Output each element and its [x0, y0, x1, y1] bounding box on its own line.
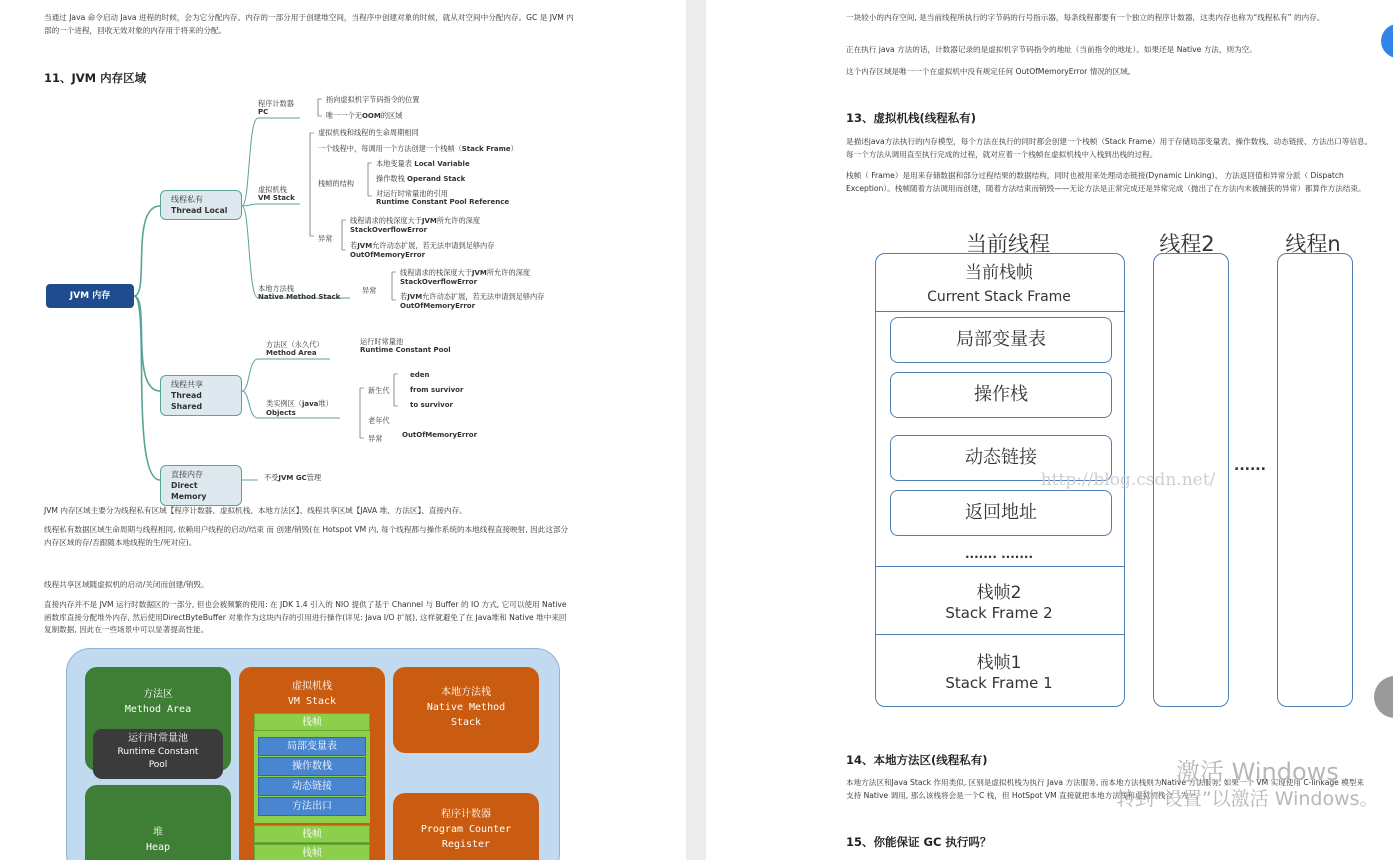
csdn-watermark: http://blog.csdn.net/ — [1040, 470, 1216, 490]
mem-rcp-en2: Pool — [148, 760, 168, 770]
node-nms-en: Native Method Stack — [258, 293, 341, 301]
operand-stack-cn: 操作数栈 — [376, 174, 408, 183]
right-paragraph-0b: 正在执行 java 方法的话，计数器记录的是虚拟机字节码指令的地址（当前指令的地址）。如果还是 Native 方法，则为空。 — [846, 45, 1257, 54]
rcp-reference-label — [376, 189, 509, 207]
heading-11: 11、JVM 内存区域 — [44, 71, 147, 85]
local-variable-en: Local Variable — [414, 160, 470, 168]
vms-exc2-a: 若 — [350, 241, 358, 250]
frame-operand-stack: 操作栈 — [890, 372, 1112, 418]
mem-method-area-cn: 方法区 — [143, 689, 173, 700]
nms-exc1-c: 所允许的深度 — [486, 268, 531, 277]
dm-note-c: 管理 — [306, 473, 322, 482]
memory-area-diagram — [66, 648, 560, 860]
jvm-mindmap — [0, 0, 686, 500]
vms-exception-1 — [350, 216, 480, 235]
node-thread-shared — [160, 375, 242, 416]
node-direct-memory-en: Direct Memory — [171, 481, 207, 501]
mem-nms-en2: Stack — [450, 717, 482, 728]
nms-exception-label: 异常 — [362, 286, 377, 295]
mem-method-exit: 方法出口 — [258, 797, 366, 816]
right-paragraph-14: 本地方法区和Java Stack 作用类似, 区别是虚拟机栈为执行 Java 方法服务, 而本地方法栈则为Native 方法服务, 如果一个 VM 实现使用 C-linkage 模型来支持 Native 调用, 那么该栈将会是一个C 栈，但 HotSpot VM 直接就把本地方法栈和虚拟机栈合二为一。 — [846, 778, 1365, 800]
frame-local-vars: 局部变量表 — [890, 317, 1112, 363]
node-pc — [258, 99, 294, 117]
node-native-method-stack — [258, 284, 340, 302]
mem-vm-stack — [239, 667, 385, 860]
node-rcpool-en: Runtime Constant Pool — [360, 346, 451, 354]
divider-1 — [876, 311, 1124, 312]
vms-note-2c: ） — [510, 144, 518, 153]
rcp-reference-cn: 对运行时常量池的引用 — [376, 189, 448, 198]
heading-15: 15、你能保证 GC 执行吗？ — [846, 835, 992, 849]
node-method-area — [266, 340, 324, 358]
vms-exc1-c: 所允许的深度 — [436, 216, 481, 225]
vms-exc2-error: OutOfMemoryError — [350, 251, 426, 259]
mem-pc-cn: 程序计数器 — [441, 809, 491, 820]
node-thread-shared-en: Thread Shared — [171, 391, 203, 411]
right-paragraph-0: 一块较小的内存空间, 是当前线程所执行的字节码的行号指示器，每条线程都要有一个独立的程序计数器，这类内存也称为“线程私有” 的内存。 — [846, 13, 1325, 22]
mem-native-method-stack — [393, 667, 539, 753]
mem-vms-en: VM Stack — [287, 696, 337, 707]
vms-exc2-c: 允许动态扩展，若无法申请到足够内存 — [372, 241, 495, 250]
label-thread-2: 线程2 — [1159, 232, 1215, 256]
frame-1-cn: 栈帧1 — [976, 653, 1022, 673]
vms-exc1-b: JVM — [421, 217, 437, 225]
rcp-reference-en: Runtime Constant Pool Reference — [376, 198, 510, 206]
frame-structure-label: 栈帧的结构 — [318, 179, 354, 188]
mem-method-area-en: Method Area — [124, 704, 192, 715]
from-survivor-label: from survivor — [410, 386, 464, 394]
vms-note-2 — [318, 144, 518, 154]
current-frame-cn: 当前栈帧 — [965, 263, 1033, 283]
nms-exc2-a: 若 — [400, 292, 408, 301]
to-survivor-label: to survivor — [410, 401, 453, 409]
vms-exc1-a: 线程请求的栈深度大于 — [350, 216, 422, 225]
right-paragraph-13b: 栈帧（ Frame）是用来存储数据和部分过程结果的数据结构，同时也被用来处理动态链接(Dynamic Linking)、 方法返回值和异常分派（ Dispatch Exception）。栈帧随着方法调用而创建，随着方法结束而销毁——无论方法是正常完成还是异常完成（抛出了在方法内未被捕获的异常）都算作方法结束。 — [846, 171, 1366, 193]
node-thread-shared-cn: 线程共享 — [171, 380, 203, 389]
mem-pc-en1: Program Counter — [420, 824, 512, 835]
node-obj-en: Objects — [266, 409, 296, 417]
frame-1-en: Stack Frame 1 — [945, 674, 1053, 692]
vms-note-1: 虚拟机栈和线程的生命周期相同 — [318, 128, 419, 137]
node-nms-cn: 本地方法栈 — [258, 284, 294, 293]
right-paragraph-0c: 这个内存区域是唯一一个在虚拟机中没有规定任何 OutOfMemoryError 情况的区域。 — [846, 67, 1136, 76]
node-direct-memory — [160, 465, 242, 506]
vms-exc1-error: StackOverflowError — [350, 226, 428, 234]
pc-note-2c: 的区域 — [380, 111, 403, 120]
nms-exc1-error: StackOverflowError — [400, 278, 478, 286]
vms-note-2a: 一个线程中，每调用一个方法创建一个栈帧（ — [318, 144, 462, 153]
mem-frame-top: 栈帧 — [254, 713, 370, 731]
nms-exc2-error: OutOfMemoryError — [400, 302, 476, 310]
pc-note-2 — [326, 111, 402, 121]
label-thread-n: 线程n — [1285, 232, 1341, 256]
shared-exception-label: 异常 — [368, 434, 383, 443]
mem-rcp-cn: 运行时常量池 — [128, 733, 188, 744]
node-thread-local — [160, 190, 242, 220]
mem-heap — [85, 785, 231, 860]
node-pc-en: PC — [258, 108, 269, 116]
local-variable-label — [376, 159, 470, 169]
thread-n-column — [1277, 253, 1353, 707]
mindmap-connectors — [0, 0, 686, 500]
nms-exc2-b: JVM — [407, 293, 423, 301]
pc-note-2b: OOM — [361, 112, 381, 120]
windows-activation-watermark-title: 激活 Windows — [1176, 758, 1339, 786]
mem-operand-stack: 操作数栈 — [258, 757, 366, 776]
thread-2-column — [1153, 253, 1229, 707]
node-objects — [266, 399, 333, 418]
frame-dynamic-link: 动态链接 — [890, 435, 1112, 481]
paragraph-4: 直接内存并不是 JVM 运行时数据区的一部分, 但也会被频繁的使用: 在 JDK 1.4 引入的 NIO 提供了基于 Channel 与 Buffer 的 IO 方式, 它可以使用 Native 函数库直接分配堆外内存, 然后使用DirectByteBuffer 对象作为这块内存的引用进行操作(详见: Java I/O 扩展), 这样就避免了在 Java堆和 Native 堆中来回复制数据, 因此在一些场景中可以显著提高性能。 — [44, 600, 567, 634]
thread-stack-diagram — [706, 0, 1393, 740]
frame-2-cn: 栈帧2 — [976, 583, 1022, 603]
intro-paragraph: 当通过 Java 命令启动 Java 进程的时候，会为它分配内存。内存的一部分用于创建堆空间，当程序中创建对象的时候，就从对空间中分配内存。GC 是 JVM 内部的一个进程，回收无效对象的内存用于将来的分配。 — [44, 13, 574, 35]
dm-note-a: 不受 — [264, 473, 279, 482]
mem-heap-en: Heap — [145, 842, 171, 853]
operand-stack-en: Operand Stack — [407, 175, 466, 183]
node-pc-cn: 程序计数器 — [258, 99, 294, 108]
node-thread-local-en: Thread Local — [171, 206, 228, 215]
frame-2-en: Stack Frame 2 — [945, 604, 1053, 622]
eden-label: eden — [410, 371, 430, 379]
page-left — [0, 0, 686, 860]
divider-3 — [876, 634, 1124, 635]
heading-14: 14、本地方法区(线程私有) — [846, 753, 988, 767]
divider-2 — [876, 566, 1124, 567]
mem-dynamic-link: 动态链接 — [258, 777, 366, 796]
nms-exc1-a: 线程请求的栈深度大于 — [400, 268, 472, 277]
node-obj-cn-b: java — [301, 400, 319, 408]
mem-runtime-constant-pool — [93, 729, 223, 779]
mem-rcp-en1: Runtime Constant — [117, 747, 199, 757]
node-ma-cn: 方法区（永久代） — [266, 340, 324, 349]
frame-ellipsis: ....... ....... — [965, 547, 1033, 561]
shared-oom-label: OutOfMemoryError — [402, 431, 478, 439]
nms-exc2-c: 允许动态扩展，若无法申请到足够内存 — [422, 292, 545, 301]
nms-exc1-b: JVM — [471, 269, 487, 277]
right-paragraph-13a: 是描述java方法执行的内存模型，每个方法在执行的同时都会创建一个栈帧（Stack Frame）用于存储局部变量表、操作数栈、动态链接、方法出口等信息。 每一个方法从调用直至执行完成的过程，就对应着一个栈帧在虚拟机栈中入栈到出栈的过程。 — [846, 137, 1373, 159]
label-current-thread: 当前线程 — [966, 232, 1050, 256]
windows-activation-watermark-hint: 转到“设置”以激活 Windows。 — [1116, 788, 1379, 810]
node-runtime-constant-pool — [360, 337, 451, 355]
mem-nms-cn: 本地方法栈 — [441, 687, 491, 698]
node-vm-stack-cn: 虚拟机栈 — [258, 185, 287, 194]
node-direct-memory-cn: 直接内存 — [171, 470, 203, 479]
node-obj-cn-a: 类实例区（ — [266, 399, 302, 408]
mem-nms-en1: Native Method — [426, 702, 506, 713]
node-vm-stack — [258, 185, 295, 203]
direct-memory-note — [264, 473, 321, 483]
heading-13: 13、虚拟机栈(线程私有) — [846, 111, 977, 125]
mem-pc-en2: Register — [441, 839, 491, 850]
young-gen-label: 新生代 — [368, 386, 390, 395]
vms-note-2b: Stack Frame — [461, 145, 511, 153]
nms-exception-2 — [400, 292, 544, 311]
node-thread-local-cn: 线程私有 — [171, 195, 203, 204]
mem-frame-3: 栈帧 — [254, 844, 370, 860]
vms-exception-label: 异常 — [318, 234, 333, 243]
page-right — [706, 0, 1393, 860]
page-gap — [686, 0, 706, 860]
paragraph-1: JVM 内存区域主要分为线程私有区域【程序计数器、虚拟机栈、本地方法区】、线程共享区域【JAVA 堆、方法区】、直接内存。 — [44, 506, 467, 515]
local-variable-cn: 本地变量表 — [376, 159, 415, 168]
mem-method-area — [85, 667, 231, 771]
middle-ellipsis: ...... — [1234, 458, 1266, 474]
mem-heap-cn: 堆 — [153, 827, 163, 838]
old-gen-label: 老年代 — [368, 416, 390, 425]
node-obj-cn-c: 堆） — [318, 399, 333, 408]
operand-stack-label — [376, 174, 465, 184]
paragraph-3: 线程共享区域随虚拟机的启动/关闭而创建/销毁。 — [44, 580, 209, 589]
node-vm-stack-en: VM Stack — [258, 194, 295, 202]
vms-exc2-b: JVM — [357, 242, 373, 250]
mem-frame-2: 栈帧 — [254, 825, 370, 843]
mem-vms-cn: 虚拟机栈 — [292, 681, 332, 692]
current-frame-en: Current Stack Frame — [927, 289, 1071, 305]
node-ma-en: Method Area — [266, 349, 317, 357]
dm-note-b: JVM GC — [278, 474, 307, 482]
mindmap-root-jvm-memory: JVM 内存 — [46, 284, 134, 308]
mem-program-counter — [393, 793, 539, 860]
nms-exception-1 — [400, 268, 530, 287]
paragraph-2: 线程私有数据区域生命周期与线程相同, 依赖用户线程的启动/结束 而 创建/销毁(在 Hotspot VM 内, 每个线程都与操作系统的本地线程直接映射, 因此这部分内存区域的存/否跟随本地线程的生/死对应)。 — [44, 525, 569, 547]
node-rcpool-cn: 运行时常量池 — [360, 337, 404, 346]
vms-exception-2 — [350, 241, 494, 260]
pc-note-2a: 唯一一个无 — [326, 111, 362, 120]
pc-note-1: 指向虚拟机字节码指令的位置 — [326, 95, 420, 104]
mem-local-var: 局部变量表 — [258, 737, 366, 756]
frame-return-address: 返回地址 — [890, 490, 1112, 536]
